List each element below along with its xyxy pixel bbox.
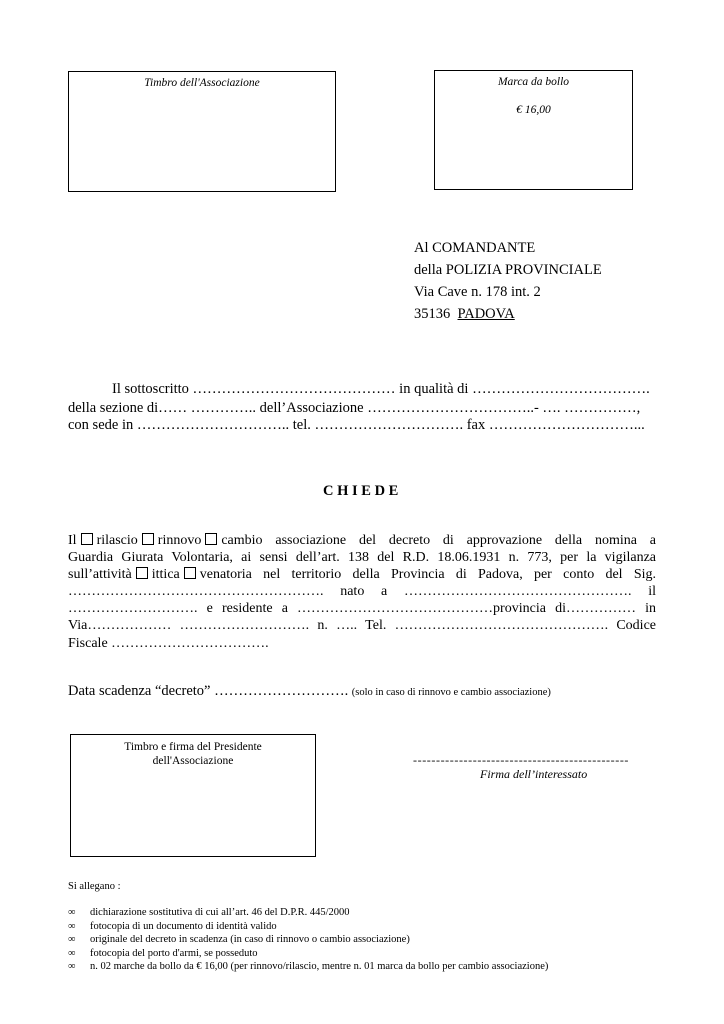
rinnovo-label: rinnovo — [157, 533, 202, 548]
rilascio-checkbox[interactable] — [81, 533, 93, 545]
association-stamp-label: Timbro dell'Associazione — [144, 77, 260, 89]
request-line-5: ………………………. e residente a ……………………………………provincia di…………… in — [68, 601, 656, 616]
intro-line-1: Il sottoscritto …………………………………… in qualità di ………………………………. — [112, 381, 650, 397]
recipient-line-2: della POLIZIA PROVINCIALE — [414, 262, 602, 278]
intro-line-2: della sezione di…… ………….. dell’Associazione ……………………………..- …. ……………, — [68, 400, 641, 416]
infinity-icon: ∞ — [68, 920, 76, 932]
cambio-checkbox[interactable] — [205, 533, 217, 545]
attachment-item: ∞ originale del decreto in scadenza (in caso di rinnovo o cambio associazione) — [68, 934, 410, 945]
request-line-7: Fiscale ……………………………. — [68, 636, 269, 651]
infinity-icon: ∞ — [68, 947, 76, 959]
expiry-label: Data scadenza “decreto” ………………………. — [68, 683, 349, 699]
recipient-line-3: Via Cave n. 178 int. 2 — [414, 284, 541, 300]
rinnovo-checkbox[interactable] — [142, 533, 154, 545]
attachments-list — [68, 907, 548, 975]
infinity-icon: ∞ — [68, 907, 76, 918]
attachment-item: ∞ dichiarazione sostitutiva di cui all’art. 46 del D.P.R. 445/2000 — [68, 907, 350, 918]
attivita-label: sull’attività — [68, 567, 132, 582]
president-box-label-1: Timbro e firma del Presidente — [124, 741, 262, 753]
attachment-item: ∞ fotocopia di un documento di identità valido — [68, 920, 277, 932]
signature-label: Firma dell’interessato — [480, 767, 588, 781]
attachments-title: Si allegano : — [68, 881, 121, 892]
recipient-address — [414, 237, 602, 325]
ittica-label: ittica — [151, 567, 180, 582]
request-line-2: Guardia Giurata Volontaria, ai sensi dell’art. 138 del R.D. 18.06.1931 n. 773, per la vigilanza — [68, 550, 656, 565]
expiry-note: (solo in caso di rinnovo e cambio associazione) — [351, 687, 551, 698]
president-box-label-2: dell'Associazione — [152, 755, 234, 767]
ittica-checkbox[interactable] — [136, 567, 148, 579]
expiry-line — [68, 683, 551, 700]
revenue-stamp-label: Marca da bollo — [497, 76, 570, 88]
cambio-text: cambio associazione del decreto di approvazione della nomina a — [221, 533, 656, 548]
request-line-6: Via……………… ………………………. n. ….. Tel. ………………………………………. Codice — [68, 618, 656, 633]
request-il: Il — [68, 533, 77, 548]
infinity-icon: ∞ — [68, 934, 76, 945]
request-title: C H I E D E — [323, 483, 399, 499]
revenue-stamp-box — [434, 70, 633, 190]
venatoria-text: venatoria nel territorio della Provincia di Padova, per conto del Sig. — [199, 567, 656, 582]
infinity-icon: ∞ — [68, 961, 76, 972]
president-signature-box — [70, 734, 316, 857]
recipient-city: PADOVA — [457, 306, 515, 322]
intro-line-3: con sede in ………………………….. tel. …………………………. fax …………………………... — [68, 417, 645, 433]
signature-line: ----------------------------------------------- — [413, 753, 630, 767]
recipient-line-4 — [414, 303, 602, 325]
venatoria-checkbox[interactable] — [184, 567, 196, 579]
recipient-line-1: Al COMANDANTE — [414, 240, 536, 256]
attachment-item: ∞ fotocopia del porto d'armi, se posseduto — [68, 947, 258, 959]
revenue-stamp-amount: € 16,00 — [516, 104, 551, 116]
recipient-postcode: 35136 — [414, 306, 451, 322]
rilascio-label: rilascio — [96, 533, 138, 548]
request-line-3 — [68, 567, 656, 583]
attachment-item: ∞ n. 02 marche da bollo da € 16,00 (per rinnovo/rilascio, mentre n. 01 marca da bollo per cambio associazione) — [68, 961, 549, 972]
request-line-1 — [68, 533, 656, 549]
association-stamp-box — [68, 71, 336, 192]
request-line-4: ………………………………………………. nato a …………………………………………. il — [68, 584, 656, 599]
